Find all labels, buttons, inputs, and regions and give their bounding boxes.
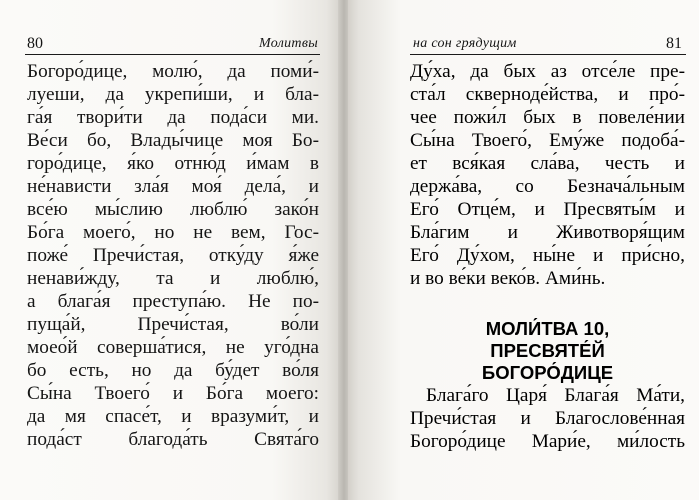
page-number: 81 <box>666 35 682 52</box>
text-line: Ве́си бо, Влады́чице моя Бо- <box>27 130 319 151</box>
text-line: луеши, да укрепи́ши, и бла- <box>27 84 319 105</box>
text-line: Богоро́дице Мари́е, ми́лость <box>410 431 685 452</box>
text-line: Богоро́дице, молю́, да поми́- <box>27 61 319 82</box>
text-line: и во ве́ки веко́в. Ами́нь. <box>410 268 606 289</box>
left-page-body <box>27 60 319 451</box>
text-line: пуща́й, Пречи́стая, во́ли <box>27 314 319 335</box>
right-page-body <box>410 60 685 290</box>
text-line: Ду́ха, да бых аз отсе́ле пре- <box>410 61 685 82</box>
text-line: моео́й соверша́тися, не уго́дна <box>27 337 319 358</box>
text-line: ет вся́кая сла́ва, честь и <box>410 153 685 174</box>
text-line: пода́ст благода́ть Свята́го <box>27 429 319 450</box>
text-line: чее пожи́л бых в повеле́нии <box>410 107 685 128</box>
text-line: держа́ва, со Безнача́льным <box>410 176 685 197</box>
text-line: Сы́на Твоего́, Ему́же подоба́- <box>410 130 685 151</box>
text-line: Блага́го Царя́ Блага́я Ма́ти, <box>426 385 685 406</box>
left-page-header <box>25 34 320 55</box>
text-line: поже́ Пречи́стая, отку́ду я́же <box>27 245 319 266</box>
text-line: га́я твори́ти да пода́си ми. <box>27 107 319 128</box>
text-line: бо есть, но да бу́дет во́ля <box>27 360 319 381</box>
text-line: да мя спасе́т, и вразуми́т, и <box>27 406 319 427</box>
text-line: горо́дице, я́ко отню́д и́мам в <box>27 153 319 174</box>
text-line: ста́л скверноде́йства, и про́- <box>410 84 685 105</box>
page-number: 80 <box>27 35 43 52</box>
text-line: Его́ Ду́хом, ны́не и при́сно, <box>410 245 685 266</box>
text-line: Его́ Отце́м, и Пресвяты́м и <box>410 199 685 220</box>
right-page-header <box>410 34 686 55</box>
text-line: Бла́гим и Животворя́щим <box>410 222 685 243</box>
text-line: Сы́на Твоего́ и Бо́га моего: <box>27 383 319 404</box>
heading-line: БОГОРО́ДИЦЕ <box>481 362 614 383</box>
running-head: на сон грядущим <box>413 36 517 51</box>
heading-line: ПРЕСВЯТЕ́Й <box>490 340 605 361</box>
text-line: ненави́жду, та и люблю́, <box>27 268 319 289</box>
text-line: а блага́я преступа́ю. Не по- <box>27 291 319 312</box>
prayer-heading <box>410 318 685 384</box>
text-line: не́нависти зла́я моя́ дела́, и <box>27 176 319 197</box>
text-line: Пречи́стая и Благослове́нная <box>410 408 685 429</box>
heading-line: МОЛИ́ТВА 10, <box>485 318 610 339</box>
text-line: Бо́га моего́, но не вем, Гос- <box>27 222 319 243</box>
right-page-body-continued <box>410 384 685 453</box>
left-page <box>0 0 340 500</box>
running-head: Молитвы <box>259 36 318 51</box>
text-line: все́ю мы́слию люблю́ зако́н <box>27 199 319 220</box>
